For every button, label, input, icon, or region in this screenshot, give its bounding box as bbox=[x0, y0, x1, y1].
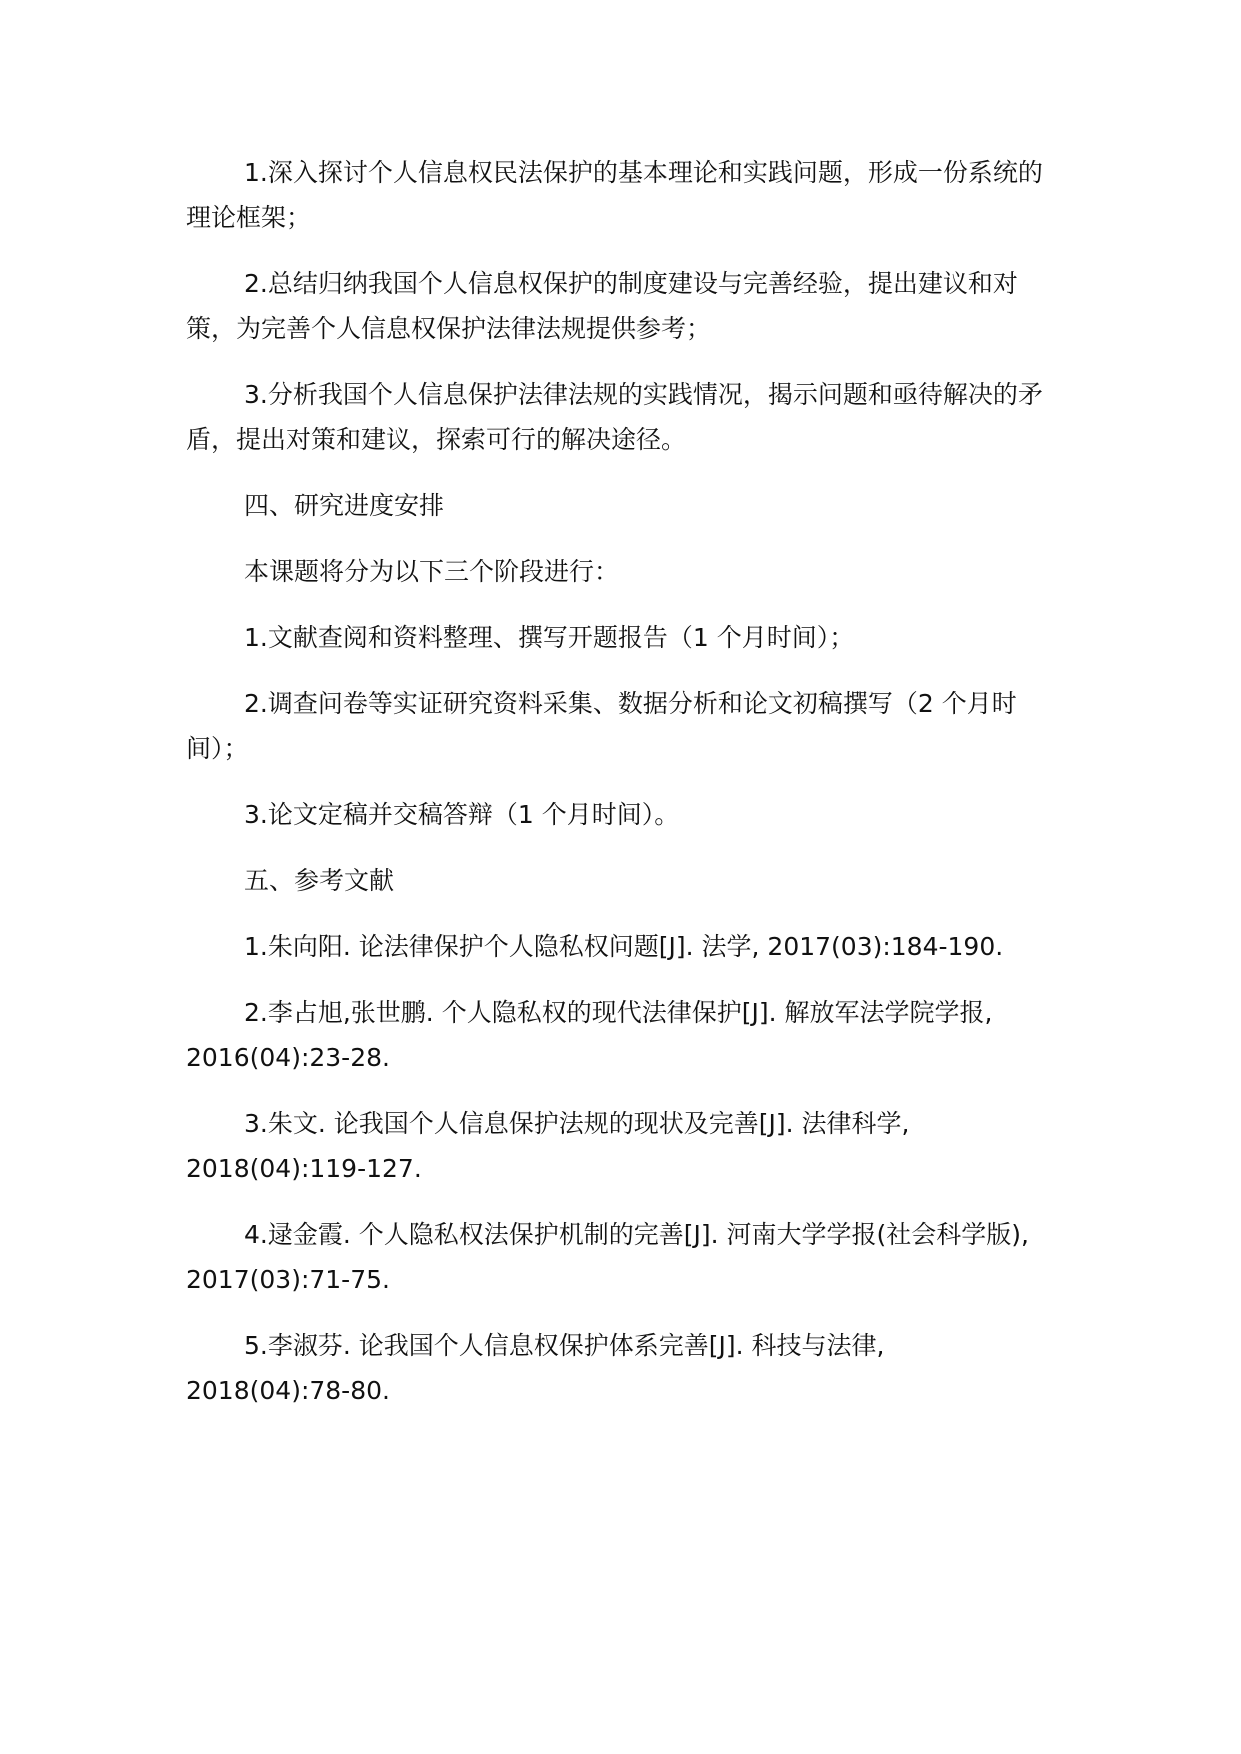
reference-item-3: 3.朱文. 论我国个人信息保护法规的现状及完善[J]. 法律科学, 2018(04):119-127. bbox=[186, 1109, 910, 1183]
goal-item-1: 1.深入探讨个人信息权民法保护的基本理论和实践问题，形成一份系统的理论框架； bbox=[186, 158, 1043, 232]
goal-item-2: 2.总结归纳我国个人信息权保护的制度建设与完善经验，提出建议和对策，为完善个人信息权保护法律法规提供参考； bbox=[186, 269, 1018, 343]
document-body bbox=[186, 150, 1056, 1434]
schedule-intro: 本课题将分为以下三个阶段进行： bbox=[244, 557, 620, 586]
schedule-item-1: 1.文献查阅和资料整理、撰写开题报告（1 个月时间）； bbox=[244, 623, 855, 652]
reference-item-2: 2.李占旭,张世鹏. 个人隐私权的现代法律保护[J]. 解放军法学院学报, 2016(04):23-28. bbox=[186, 998, 993, 1072]
goal-item-3: 3.分析我国个人信息保护法律法规的实践情况，揭示问题和亟待解决的矛盾，提出对策和建议，探索可行的解决途径。 bbox=[186, 380, 1043, 454]
references-heading: 五、参考文献 bbox=[244, 866, 395, 895]
reference-item-4: 4.逯金霞. 个人隐私权法保护机制的完善[J]. 河南大学学报(社会科学版), 2017(03):71-75. bbox=[186, 1220, 1029, 1294]
reference-item-5: 5.李淑芬. 论我国个人信息权保护体系完善[J]. 科技与法律, 2018(04):78-80. bbox=[186, 1331, 885, 1405]
reference-item-1: 1.朱向阳. 论法律保护个人隐私权问题[J]. 法学, 2017(03):184-190. bbox=[244, 932, 1004, 961]
schedule-item-2: 2.调查问卷等实证研究资料采集、数据分析和论文初稿撰写（2 个月时间）； bbox=[186, 689, 1017, 763]
schedule-item-3: 3.论文定稿并交稿答辩（1 个月时间）。 bbox=[244, 800, 680, 829]
schedule-heading: 四、研究进度安排 bbox=[244, 491, 445, 520]
